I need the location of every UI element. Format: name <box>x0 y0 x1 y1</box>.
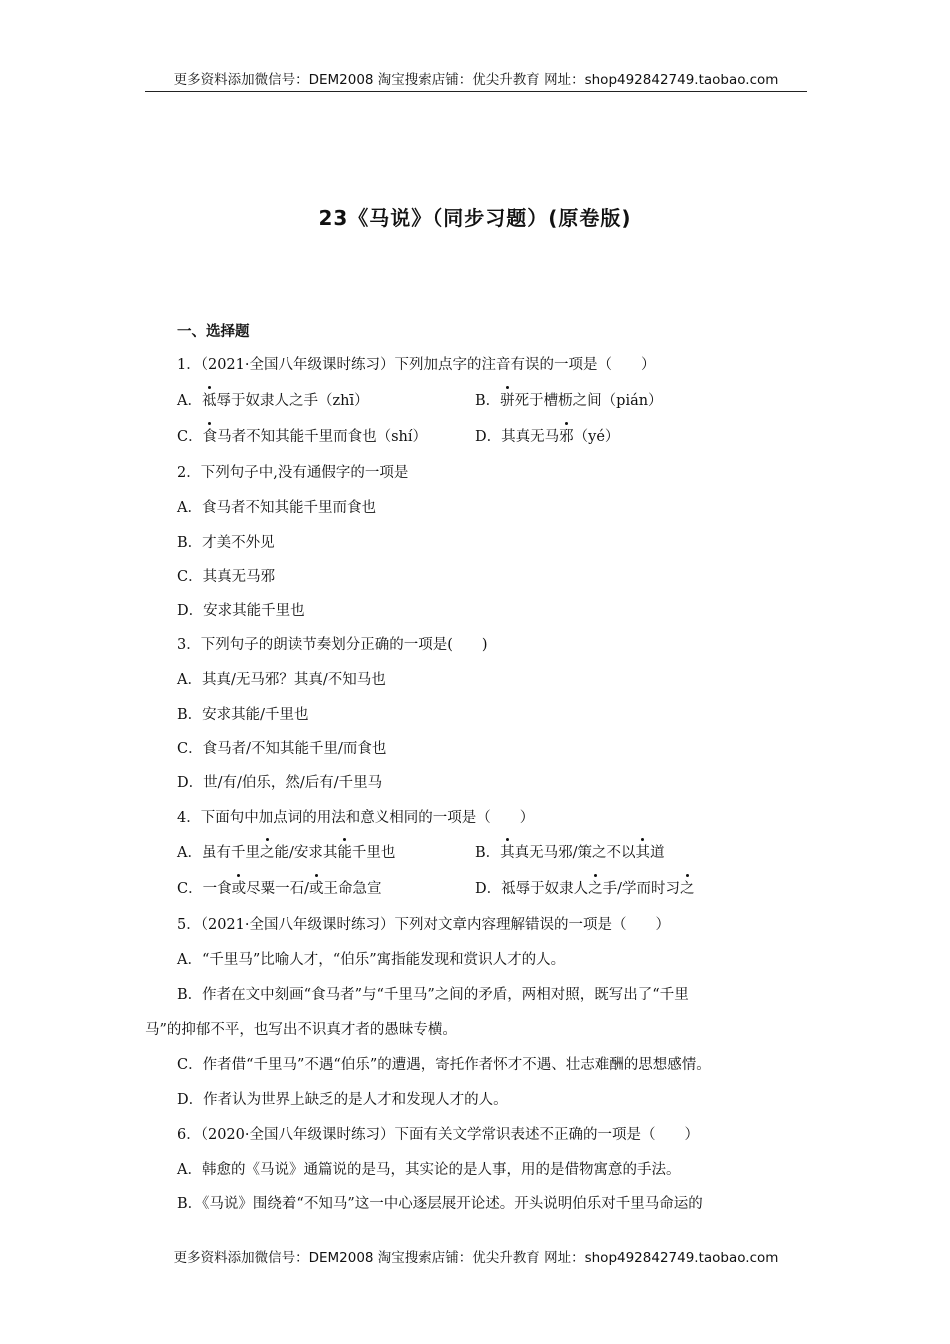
question-3-option-c: C．食马者/不知其能千里/而食也 <box>177 741 387 757</box>
question-1-option-a: A．祗辱于奴隶人之手（zhī） <box>177 393 369 409</box>
dotted-char: 其 <box>500 845 515 861</box>
dotted-char: 之 <box>588 881 603 897</box>
dotted-char: 能 <box>337 845 352 861</box>
question-5-option-a: A．“千里马”比喻人才，“伯乐”寓指能发现和赏识人才的人。 <box>177 952 566 968</box>
question-3-stem: 3．下列句子的朗读节奏划分正确的一项是( ) <box>177 637 488 653</box>
question-2-stem: 2．下列句子中,没有通假字的一项是 <box>177 465 409 481</box>
question-6-stem: 6．（2020·全国八年级课时练习）下面有关文学常识表述不正确的一项是（ ） <box>177 1127 699 1143</box>
dotted-char: 骈 <box>500 393 515 409</box>
question-1-option-c: C．食马者不知其能千里而食也（shí） <box>177 429 428 445</box>
question-5-option-d: D．作者认为世界上缺乏的是人才和发现人才的人。 <box>177 1092 508 1108</box>
dotted-char: 其 <box>635 845 651 861</box>
question-4-option-c: C．一食或尽粟一石/或王命急宣 <box>177 881 382 897</box>
question-6-option-a: A．韩愈的《马说》通篇说的是马，其实论的是人事，用的是借物寓意的手法。 <box>177 1162 681 1178</box>
question-5-stem: 5．（2021·全国八年级课时练习）下列对文章内容理解错误的一项是（ ） <box>177 917 670 933</box>
document-title: 23《马说》（同步习题）(原卷版) <box>318 206 632 230</box>
question-1-option-d: D．其真无马邪（yé） <box>475 429 620 445</box>
question-4-option-d: D．祗辱于奴隶人之手/学而时习之 <box>475 881 695 897</box>
question-5-option-b-line2: 马”的抑郁不平，也写出不识真才者的愚昧专横。 <box>145 1022 457 1038</box>
question-4-stem: 4．下面句中加点词的用法和意义相同的一项是（ ） <box>177 810 535 826</box>
page-header: 更多资料添加微信号：DEM2008 淘宝搜索店铺：优尖升教育 网址：shop492842749.taobao.com <box>145 68 807 92</box>
question-2-option-b: B．才美不外见 <box>177 535 275 551</box>
question-4-option-a: A．虽有千里之能/安求其能千里也 <box>177 845 396 861</box>
dotted-char: 祗 <box>201 393 217 409</box>
question-3-option-d: D．世/有/伯乐，然/后有/千里马 <box>177 775 383 791</box>
dotted-char: 或 <box>309 881 324 897</box>
dotted-char: 邪 <box>559 429 574 445</box>
question-5-option-c: C．作者借“千里马”不遇“伯乐”的遭遇，寄托作者怀才不遇、壮志难酬的思想感情。 <box>177 1057 711 1073</box>
dotted-char: 或 <box>231 881 247 897</box>
question-3-option-a: A．其真/无马邪？其真/不知马也 <box>177 672 386 688</box>
dotted-char: 食 <box>202 429 218 445</box>
page-footer: 更多资料添加微信号：DEM2008 淘宝搜索店铺：优尖升教育 网址：shop492842749.taobao.com <box>173 1250 779 1266</box>
question-2-option-a: A．食马者不知其能千里而食也 <box>177 500 376 516</box>
question-5-option-b-line1: B．作者在文中刻画“食马者”与“千里马”之间的矛盾，两相对照，既写出了“千里 <box>177 987 689 1003</box>
question-1-stem: 1．（2021·全国八年级课时练习）下列加点字的注音有误的一项是（ ） <box>177 357 656 373</box>
question-2-option-c: C．其真无马邪 <box>177 569 276 585</box>
dotted-char: 之 <box>680 881 695 897</box>
question-3-option-b: B．安求其能/千里也 <box>177 707 309 723</box>
dotted-char: 之 <box>259 845 275 861</box>
question-1-option-b: B．骈死于槽枥之间（pián） <box>475 393 663 409</box>
question-6-option-b: B．《马说》围绕着“不知马”这一中心逐层展开论述。开头说明伯乐对千里马命运的 <box>177 1196 703 1212</box>
section-heading: 一、选择题 <box>177 324 250 340</box>
question-2-option-d: D．安求其能千里也 <box>177 603 305 619</box>
question-4-option-b: B．其真无马邪/策之不以其道 <box>475 845 665 861</box>
